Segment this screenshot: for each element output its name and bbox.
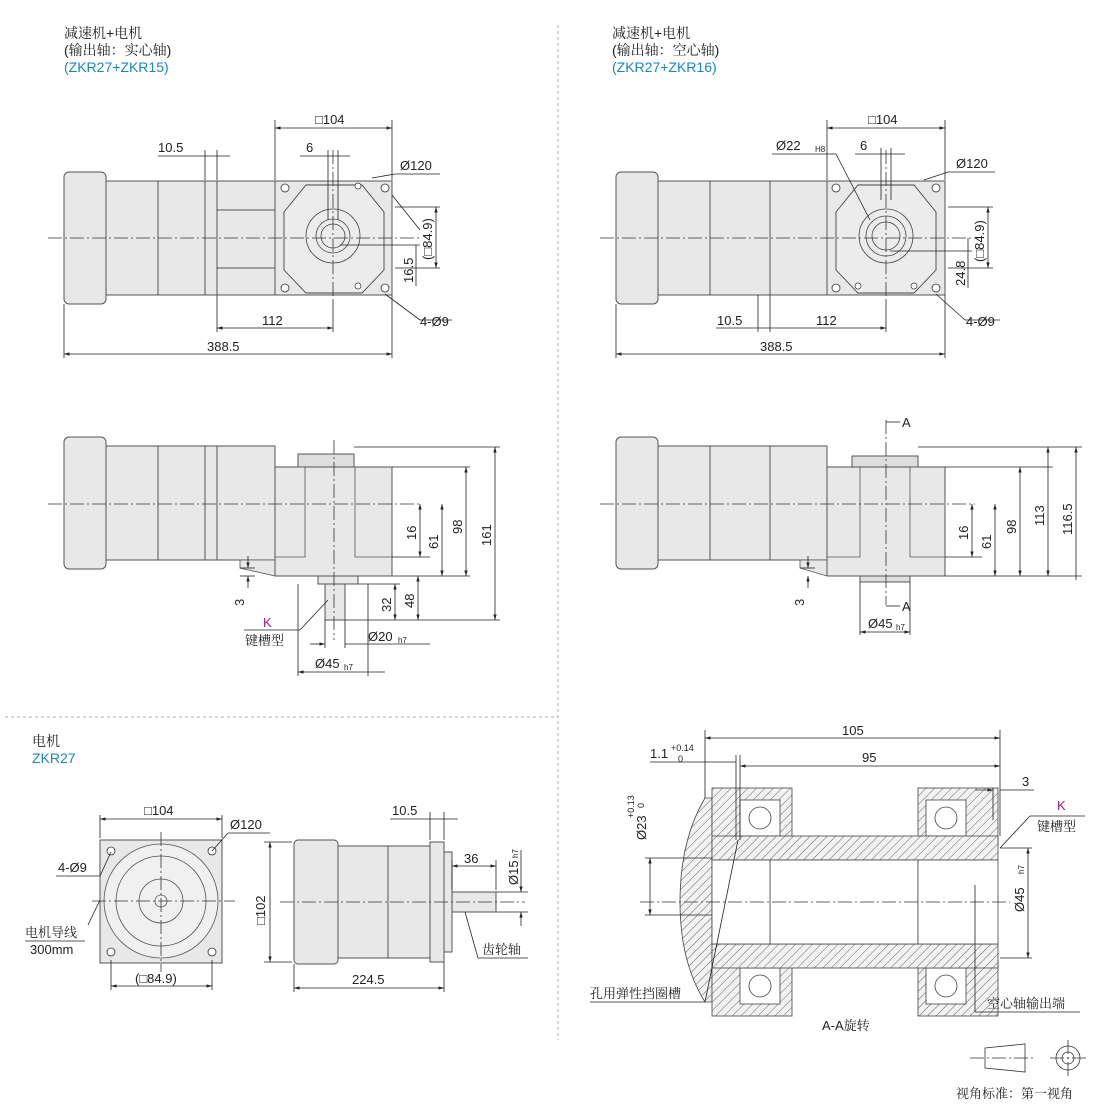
dim-phi: Ø45 [1012,887,1027,912]
dim-text: (□84.9) [420,218,435,260]
dim-text: 3 [1022,774,1030,789]
section-marker: A [902,599,911,614]
dim-text: 32 [379,597,394,612]
dim-tol: h7 [398,636,407,645]
dim-text: 10.5 [158,140,184,155]
bl-motor-views [25,803,528,992]
dim-tol: h7 [896,623,905,632]
dim-text: 16 [404,525,419,540]
ml-side-view [48,437,500,676]
dim-text: 16.5 [401,257,416,283]
dim-text: 16 [956,525,971,540]
dim-text: 3 [792,598,807,606]
dim-text: 10.5 [717,313,743,328]
dim-text: 1.1 [650,746,669,761]
dim-text: 112 [816,313,837,328]
dim-tol: H8 [815,145,826,154]
section-caption: A-A旋转 [822,1018,870,1033]
dim-holes: 4-Ø9 [966,314,995,329]
dim-text: 3 [232,598,247,606]
dim-text: 10.5 [392,803,418,818]
tl-top-view [48,112,452,358]
key-label: 键槽型 [1037,819,1077,834]
dim-phi: Ø120 [230,817,262,832]
br-section-view [590,723,1085,1033]
mounting-hole [381,284,389,292]
mounting-hole [281,184,289,192]
dim-text: 61 [979,534,994,549]
projection-symbol [956,1040,1086,1101]
dim-square: □104 [868,112,898,127]
dim-tol: h7 [344,663,353,672]
header-model: (ZKR27+ZKR16) [612,59,717,75]
lead-wire-label: 电机导线 [25,925,78,940]
dim-phi: Ø45 [868,616,893,631]
dim-text: 95 [862,750,877,765]
dim-text: 116.5 [1060,503,1075,535]
mounting-hole [381,184,389,192]
dim-phi: Ø15 [506,860,521,885]
dim-text: 6 [860,138,868,153]
dim-text: 388.5 [207,339,240,354]
dim-text: 105 [842,723,864,738]
key-marker: K [1057,798,1066,813]
dim-text: 98 [450,519,465,534]
dim-tol: h7 [511,849,520,858]
header-subtitle: (输出轴：实心轴) [64,42,172,58]
dim-text: 161 [479,524,494,546]
dim-phi: Ø120 [956,156,988,171]
dim-text: 48 [402,593,417,608]
header-title: 减速机+电机 [64,25,143,41]
circlip-label: 孔用弹性挡圈槽 [590,986,682,1001]
dim-text: (□84.9) [135,971,177,986]
dim-phi: Ø22 [776,138,801,153]
dim-holes: 4-Ø9 [420,314,449,329]
projection-caption: 视角标准：第一视角 [956,1086,1074,1101]
section-marker: A [902,415,911,430]
dim-tol: h7 [1017,865,1026,874]
dim-holes: 4-Ø9 [58,860,87,875]
header-title: 减速机+电机 [612,25,691,41]
dim-tol: +0.14 [671,743,694,753]
header-model: (ZKR27+ZKR15) [64,59,169,75]
dim-text: 36 [464,851,479,866]
dim-tol: 0 [678,754,684,764]
key-marker: K [263,615,272,630]
gear-shaft-label: 齿轮轴 [482,942,522,957]
dim-square: □104 [144,803,174,818]
dim-text: 112 [262,313,283,328]
dim-text: 98 [1004,519,1019,534]
dim-phi: Ø120 [400,158,432,173]
dim-text: 6 [306,140,314,155]
dim-text: (□84.9) [972,220,987,262]
header-title: 电机 [32,733,60,749]
mr-side-view [600,415,1082,635]
dim-text: 388.5 [760,339,793,354]
dim-text: 61 [426,534,441,549]
dim-text: 113 [1032,505,1047,526]
dim-phi: Ø20 [368,629,393,644]
dim-phi: Ø45 [315,656,340,671]
dim-tol: 0 [636,802,646,808]
header-subtitle: (输出轴：空心轴) [612,42,720,58]
header-model: ZKR27 [32,750,76,766]
tr-top-view [600,112,1000,358]
dim-square: □104 [315,112,345,127]
dim-text: 224.5 [352,972,385,987]
key-label: 键槽型 [245,633,285,648]
dim-square: □102 [253,895,268,925]
dim-text: 24.8 [953,260,968,286]
gearbox-octagon [284,185,384,293]
dim-phi: Ø23 [634,815,649,840]
lead-wire-length: 300mm [30,942,74,957]
mounting-hole [281,284,289,292]
hollow-output-label: 空心轴输出端 [987,996,1066,1011]
dim-tol: +0.13 [626,795,636,818]
